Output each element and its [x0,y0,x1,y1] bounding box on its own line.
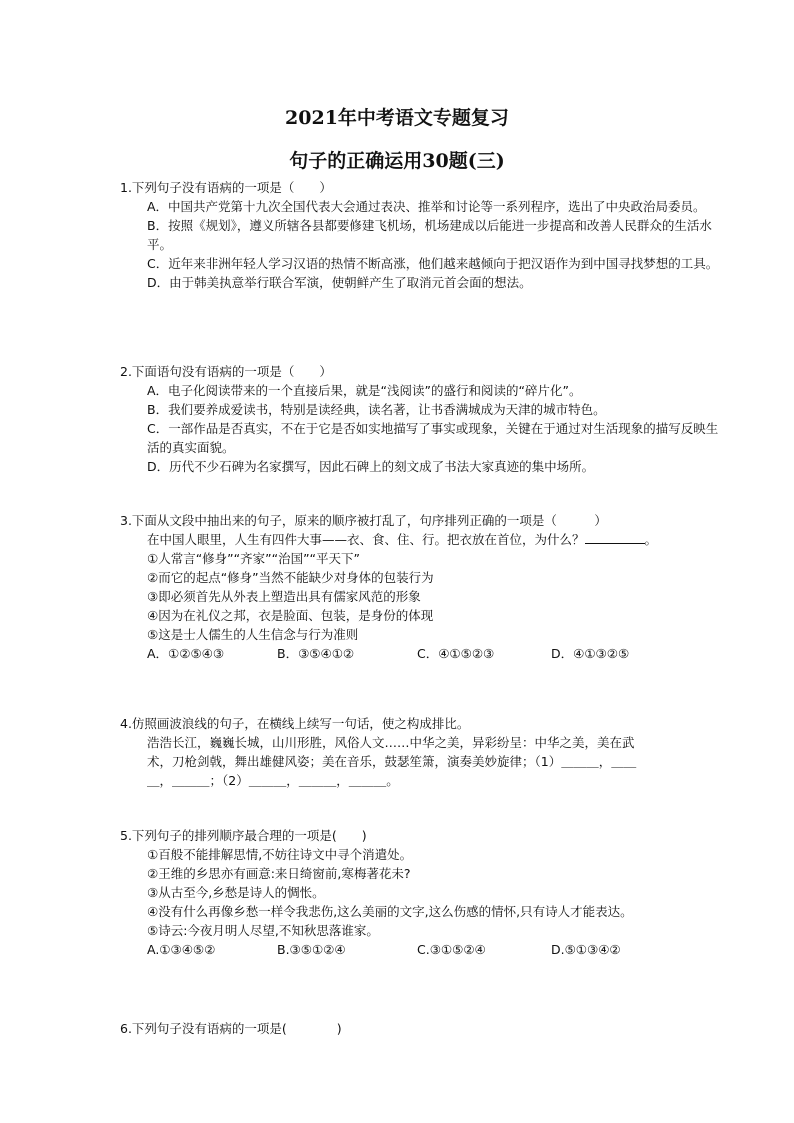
question-2 [120,362,720,476]
choice-row [147,940,720,959]
sentence-item-1: ①人常言“修身”“齐家”“治国”“平天下” [147,551,361,566]
sentence-item-4: ④没有什么再像乡愁一样令我悲伤,这么美丽的文字,这么伤感的情怀,只有诗人才能表达。 [147,904,633,919]
answer-blank[interactable] [585,543,645,544]
sentence-item-1: ①百般不能排解思情,不妨往诗文中寻个消遣处。 [147,847,413,862]
question-4 [120,714,720,790]
passage-line-2: 术，刀枪剑戟，舞出雄健风姿；美在音乐，鼓瑟笙箫，演奏美妙旋律；（1）＿＿＿，＿＿ [147,754,637,769]
question-stem: 3.下面从文段中抽出来的句子，原来的顺序被打乱了，句序排列正确的一项是（ ） [120,513,607,528]
sentence-item-4: ④因为在礼仪之邦，衣是脸面、包装，是身份的体现 [147,608,434,623]
question-stem: 2.下面语句没有语病的一项是（ ） [120,364,332,379]
document-title: 2021年中考语文专题复习 [285,107,509,129]
option-a: A．电子化阅读带来的一个直接后果，就是“浅阅读”的盛行和阅读的“碎片化”。 [147,383,582,398]
option-c: C．一部作品是否真实，不在于它是否如实地描写了事实或现象，关键在于通过对生活现象的描写反映生活的真实面貌。 [147,421,719,455]
question-6 [120,1019,720,1038]
choice-b[interactable]: B.③⑤①②④ [277,942,346,957]
option-d: D．历代不少石碑为名家撰写，因此石碑上的刻文成了书法大家真迹的集中场所。 [147,459,595,474]
option-b: B．我们要养成爱读书，特别是读经典，读名著，让书香满城成为天津的城市特色。 [147,402,606,417]
choice-a[interactable]: A.①③④⑤② [147,942,216,957]
passage-line-1: 浩浩长江，巍巍长城，山川形胜，风俗人文……中华之美，异彩纷呈：中华之美，美在武 [147,735,635,750]
sentence-item-2: ②而它的起点“修身”当然不能缺少对身体的包装行为 [147,570,434,585]
sentence-item-3: ③从古至今,乡愁是诗人的惆怅。 [147,885,325,900]
question-5 [120,826,720,959]
passage-text: 在中国人眼里，人生有四件大事——衣、食、住、行。把衣放在首位，为什么？ [147,532,585,547]
option-d: D．由于韩美执意举行联合军演，使朝鲜产生了取消元首会面的想法。 [147,275,532,290]
option-a: A．中国共产党第十九次全国代表大会通过表决、推举和讨论等一系列程序，选出了中央政治局委员。 [147,199,706,214]
sentence-item-5: ⑤这是士人儒生的人生信念与行为准则 [147,627,359,642]
passage-line-3: ＿，＿＿＿；（2）＿＿＿，＿＿＿，＿＿＿。 [147,773,399,788]
option-b: B．按照《规划》，遵义所辖各县都要修建飞机场，机场建成以后能进一步提高和改善人民群众的生活水平。 [147,218,712,252]
choice-d[interactable]: D．④①③②⑤ [551,646,630,661]
passage-end: 。 [644,532,658,547]
document-subtitle: 句子的正确运用30题(三) [289,150,505,172]
option-c: C．近年来非洲年轻人学习汉语的热情不断高涨，他们越来越倾向于把汉语作为到中国寻找梦想的工具。 [147,256,719,271]
sentence-item-5: ⑤诗云:今夜月明人尽望,不知秋思落谁家。 [147,923,379,938]
choice-c[interactable]: C．④①⑤②③ [417,646,495,661]
question-3 [120,511,720,663]
question-stem: 4.仿照画波浪线的句子，在横线上续写一句话，使之构成排比。 [120,716,470,731]
choice-c[interactable]: C.③①⑤②④ [417,942,486,957]
choice-row [147,644,720,663]
question-stem: 1.下列句子没有语病的一项是（ ） [120,180,332,195]
choice-b[interactable]: B．③⑤④①② [277,646,355,661]
question-1 [120,178,720,292]
choice-a[interactable]: A．①②⑤④③ [147,646,225,661]
passage [147,530,720,549]
sentence-item-3: ③即必须首先从外表上塑造出具有儒家风范的形象 [147,589,421,604]
sentence-item-2: ②王维的乡思亦有画意:来日绮窗前,寒梅著花未? [147,866,411,881]
choice-d[interactable]: D.⑤①③④② [551,942,621,957]
question-stem: 6.下列句子没有语病的一项是( ) [120,1021,342,1036]
question-stem: 5.下列句子的排列顺序最合理的一项是( ) [120,828,367,843]
